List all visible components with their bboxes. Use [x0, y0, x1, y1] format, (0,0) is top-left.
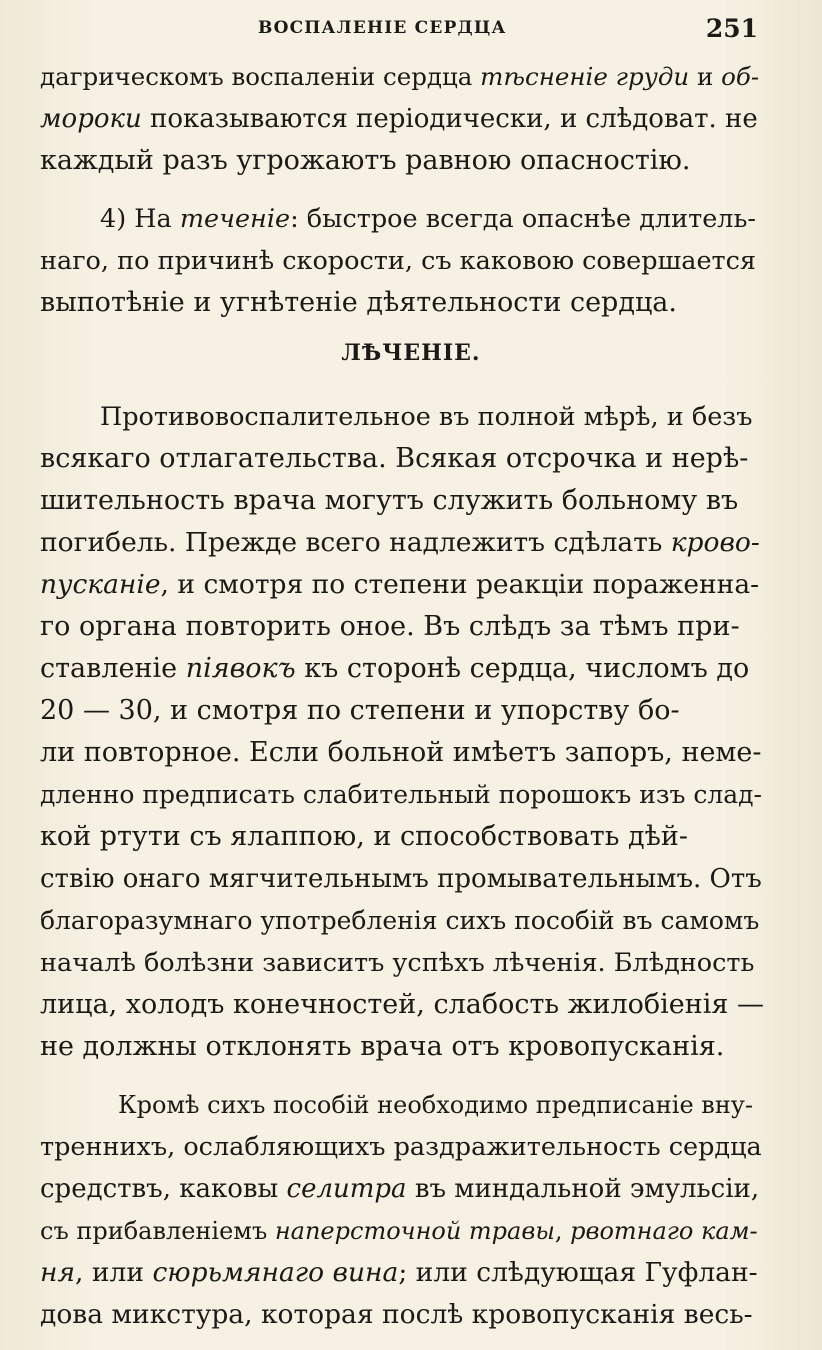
italic-text: піявокъ — [185, 653, 296, 684]
text-run: дленно предписать слабительный порошокъ изъ слад- — [40, 780, 762, 809]
text-line — [40, 648, 764, 690]
text-line — [40, 56, 764, 98]
text-run: , — [554, 1217, 571, 1245]
text-line — [118, 1084, 764, 1126]
text-line — [40, 1026, 764, 1068]
text-run: погибель. Прежде всего надлежитъ сдѣлать — [40, 527, 671, 558]
italic-text: ня — [40, 1257, 76, 1288]
text-run: Кромѣ сихъ пособій необходимо предписаніе вну- — [118, 1091, 754, 1119]
text-line — [40, 98, 764, 140]
text-line — [40, 900, 764, 942]
text-line — [40, 984, 764, 1026]
text-run: : быстрое всегда опаснѣе длитель- — [290, 204, 757, 234]
text-line — [40, 522, 764, 564]
text-run: 4) На — [100, 204, 180, 234]
text-run: каждый разъ угрожаютъ равною опасностію. — [40, 145, 691, 176]
text-run: показываются періодически, и слѣдоват. не — [141, 104, 758, 134]
italic-text: рвотнаго кам- — [570, 1217, 758, 1245]
text-line — [40, 282, 764, 324]
text-run: ли повторное. Если больной имѣетъ запоръ, неме- — [40, 737, 762, 768]
italic-text: крово- — [670, 527, 760, 558]
text-line — [40, 438, 764, 480]
text-line — [40, 606, 764, 648]
text-run: 20 — 30, и смотря по степени и упорству бо- — [40, 695, 680, 726]
text-line — [100, 396, 764, 438]
text-run: къ сторонѣ сердца, числомъ до — [295, 653, 750, 684]
text-line — [100, 198, 764, 240]
text-run: ; или слѣдующая Гуфлан- — [398, 1257, 758, 1288]
text-line — [40, 690, 764, 732]
text-line — [40, 1294, 764, 1336]
text-run: , и смотря по степени реакціи пораженна- — [160, 569, 760, 600]
italic-text: селитра — [286, 1174, 407, 1204]
text-run: дова микстура, которая послѣ кровопусканія весь- — [40, 1299, 753, 1330]
text-run: средствъ, каковы — [40, 1174, 287, 1204]
text-run: дагрическомъ воспаленіи сердца — [40, 62, 481, 91]
text-line — [40, 816, 764, 858]
text-run: началѣ болѣзни зависитъ успѣхъ лѣченія. Блѣдность — [40, 948, 755, 978]
page-header — [0, 14, 822, 48]
italic-text: сюрьмянаго вина — [152, 1257, 399, 1288]
text-line — [40, 480, 764, 522]
text-run: лица, холодъ конечностей, слабость жилобіенія — — [40, 989, 765, 1020]
text-run: ставленіе — [40, 653, 186, 684]
text-line — [40, 774, 764, 816]
text-run: треннихъ, ослабляющихъ раздражительность сердца — [40, 1132, 762, 1162]
italic-text: об- — [721, 62, 760, 91]
italic-text: теченіе — [179, 204, 291, 234]
text-run: кой ртути съ ялаппою, и способствовать дѣй- — [40, 821, 689, 852]
text-line — [40, 1168, 764, 1210]
text-line — [40, 564, 764, 606]
page-number: 251 — [705, 14, 758, 43]
running-head: ВОСПАЛЕНІЕ СЕРДЦА — [258, 18, 507, 38]
text-run: и — [689, 62, 722, 91]
section-heading: ЛѢЧЕНІЕ. — [341, 340, 481, 366]
text-line — [40, 240, 764, 282]
text-run: , или — [75, 1257, 153, 1288]
text-line — [40, 942, 764, 984]
text-line — [40, 732, 764, 774]
text-run: съ прибавленіемъ — [40, 1217, 275, 1245]
text-run: Противовоспалительное въ полной мѣрѣ, и безъ — [100, 402, 753, 432]
italic-text: мороки — [40, 104, 142, 134]
text-run: всякаго отлагательства. Всякая отсрочка и нерѣ- — [40, 443, 749, 474]
italic-text: пусканіе — [40, 569, 161, 600]
text-run: не должны отклонять врача отъ кровопусканія. — [40, 1031, 725, 1062]
italic-text: наперсточной травы — [274, 1217, 555, 1245]
text-run: шительность врача могутъ служить больному въ — [40, 485, 739, 516]
text-line — [40, 1126, 764, 1168]
text-run: благоразумнаго употребленія сихъ пособій въ самомъ — [40, 906, 760, 935]
text-run: въ миндальной эмульсіи, — [406, 1174, 760, 1204]
text-run: выпотѣніе и угнѣтеніе дѣятельности сердца. — [40, 287, 677, 318]
text-line — [40, 858, 764, 900]
text-run: ствію онаго мягчительнымъ промывательнымъ. Отъ — [40, 864, 762, 894]
italic-text: тѣсненіе груди — [480, 62, 690, 91]
text-run: го органа повторить оное. Въ слѣдъ за тѣмъ при- — [40, 611, 740, 642]
text-line — [40, 1210, 764, 1252]
text-line — [40, 140, 764, 182]
text-line — [40, 1252, 764, 1294]
text-run: наго, по причинѣ скорости, съ каковою совершается — [40, 246, 757, 276]
